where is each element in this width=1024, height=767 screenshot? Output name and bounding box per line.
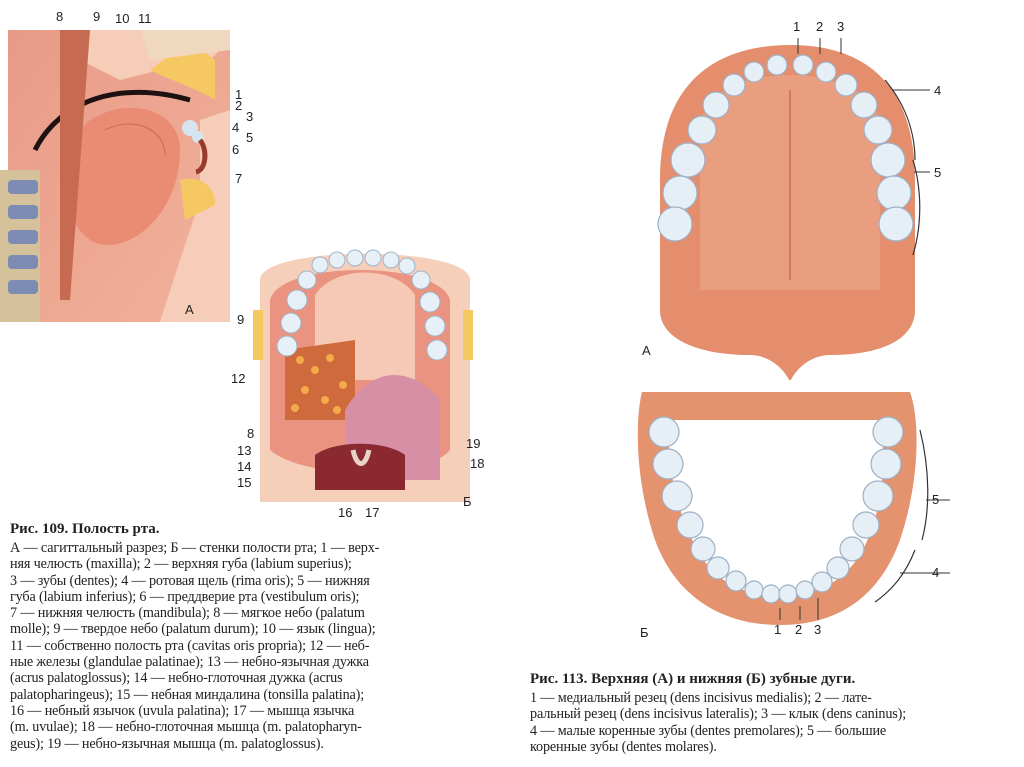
sagittal-section-illustration <box>0 0 260 330</box>
caption-line: 1 — медиальный резец (dens incisivus medialis); 2 — лате- <box>530 690 872 706</box>
fig109a-number-5: 5 <box>246 130 254 145</box>
caption-line: (m. uvulae); 18 — небно-глоточная мышца (m. palatopharyn- <box>10 719 362 736</box>
fig109a-number-8: 8 <box>56 9 64 24</box>
caption-line: ральный резец (dens incisivus lateralis); 3 — клык (dens caninus); <box>530 706 907 723</box>
fig113b-number-3: 3 <box>814 622 822 637</box>
upper-dental-arch-illustration <box>630 10 980 380</box>
fig109a-number-3: 3 <box>246 109 254 124</box>
fig109a-number-6: 6 <box>232 142 240 157</box>
fig109b-number-8: 8 <box>247 426 255 441</box>
fig109a-number-9: 9 <box>93 9 101 24</box>
fig113b-number-4: 4 <box>932 565 940 580</box>
caption-line: 11 — собственно полость рта (cavitas oris propria); 12 — неб- <box>10 637 370 654</box>
caption-line: (acrus palatoglossus); 14 — небно-глоточная дужка (acrus <box>10 670 343 687</box>
fig113a-number-4: 4 <box>934 83 942 98</box>
fig109-caption <box>10 521 510 752</box>
caption-line: А — сагиттальный разрез; Б — стенки полости рта; 1 — верх- <box>10 540 380 556</box>
fig109b-panel-label: Б <box>463 494 472 509</box>
caption-line: molle); 9 — твердое небо (palatum durum); 10 — язык (lingua); <box>10 621 376 638</box>
fig109-caption-body <box>10 540 510 752</box>
fig109-panel-b <box>225 240 495 520</box>
caption-line: коренные зубы (dentes molares). <box>530 738 717 755</box>
fig109a-number-11: 11 <box>138 11 152 26</box>
fig113-upper-arch <box>630 10 980 380</box>
fig113a-number-1: 1 <box>793 19 801 34</box>
fig109a-number-2: 2 <box>235 98 243 113</box>
fig113a-panel-label: А <box>642 343 651 358</box>
fig109a-panel-label: А <box>185 302 194 317</box>
caption-line: 7 — нижняя челюсть (mandibula); 8 — мягкое небо (palatum <box>10 605 365 622</box>
fig109a-number-1: 1 <box>235 87 243 102</box>
fig109b-number-14: 14 <box>237 459 252 474</box>
fig113a-number-5: 5 <box>934 165 942 180</box>
fig113b-panel-label: Б <box>640 625 649 640</box>
fig109b-number-16: 16 <box>338 505 353 520</box>
caption-line: 4 — малые коренные зубы (dentes premolares); 5 — большие <box>530 722 887 739</box>
fig113-lower-arch <box>630 380 980 650</box>
fig109b-number-18: 18 <box>470 456 485 471</box>
lower-dental-arch-illustration <box>630 380 980 650</box>
fig109b-number-15: 15 <box>237 475 252 490</box>
caption-line: губа (labium inferius); 6 — преддверие рта (vestibulum oris); <box>10 588 360 605</box>
caption-line: palatopharingeus); 15 — небная миндалина (tonsilla palatina); <box>10 686 365 703</box>
fig113a-number-3: 3 <box>837 19 845 34</box>
fig109-panel-a <box>0 0 260 330</box>
fig109a-number-10: 10 <box>115 11 130 26</box>
fig113b-number-1: 1 <box>774 622 782 637</box>
fig113b-number-2: 2 <box>795 622 803 637</box>
caption-line: 3 — зубы (dentes); 4 — ротовая щель (rima oris); 5 — нижняя <box>10 572 370 589</box>
oral-cavity-walls-illustration <box>225 240 495 520</box>
fig109b-number-12: 12 <box>231 371 246 386</box>
fig113-caption <box>530 671 1018 755</box>
fig109b-number-13: 13 <box>237 443 252 458</box>
fig113-caption-title: Рис. 113. Верхняя (А) и нижняя (Б) зубные дуги. <box>530 671 856 687</box>
caption-line: 16 — небный язычок (uvula palatina); 17 — мышца язычка <box>10 702 355 719</box>
fig109a-number-7: 7 <box>235 171 243 186</box>
fig113b-number-5: 5 <box>932 492 940 507</box>
fig109-caption-title: Рис. 109. Полость рта. <box>10 521 160 537</box>
caption-line: geus); 19 — небно-язычная мышца (m. palatoglossus). <box>10 735 324 752</box>
caption-line: няя челюсть (maxilla); 2 — верхняя губа (labium superius); <box>10 556 352 573</box>
fig109b-number-17: 17 <box>365 505 380 520</box>
fig109b-number-9: 9 <box>237 312 245 327</box>
fig109a-number-4: 4 <box>232 120 240 135</box>
caption-line: ные железы (glandulae palatinae); 13 — небно-язычная дужка <box>10 654 369 671</box>
fig113-caption-body <box>530 690 1018 755</box>
fig113a-number-2: 2 <box>816 19 824 34</box>
fig109b-number-19: 19 <box>466 436 481 451</box>
